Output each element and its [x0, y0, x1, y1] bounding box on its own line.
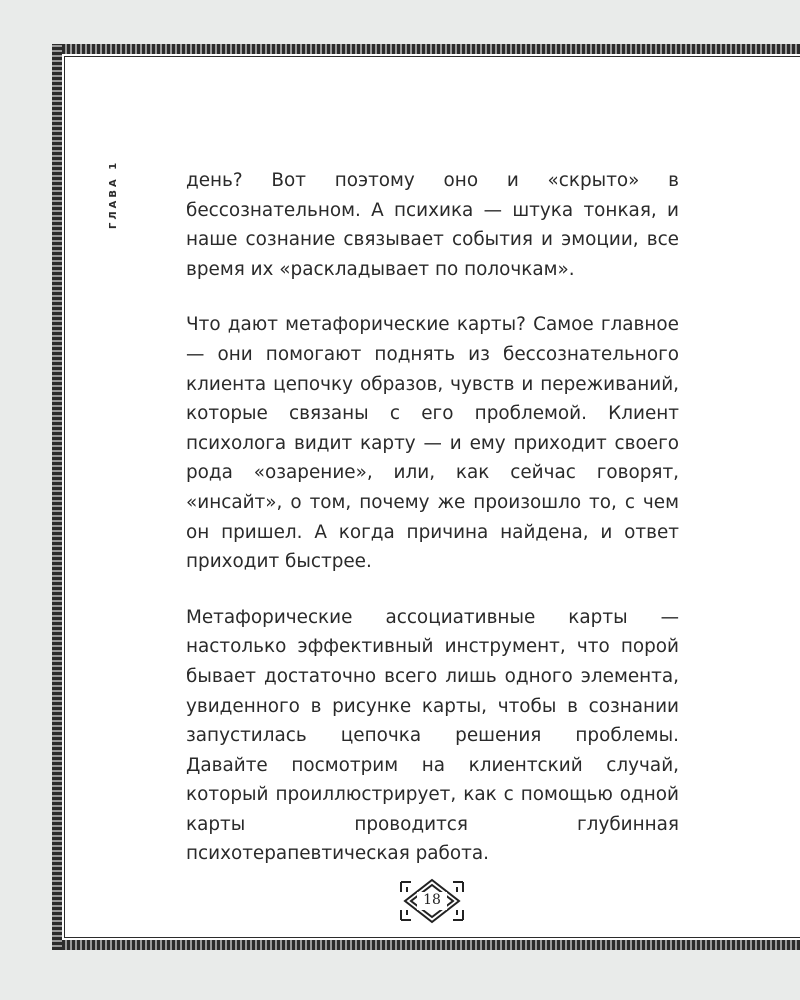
paragraph: день? Вот поэтому оно и «скрыто» в бессознательном. А психика — штука тонкая, и наше сознание связывает события и эмоции, все время их «раскладывает по полочкам». — [186, 170, 679, 280]
page-number: 18 — [423, 892, 441, 908]
page-number-ornament — [397, 876, 467, 926]
inner-frame-line — [64, 56, 65, 938]
page-border-top — [52, 44, 800, 54]
chapter-label: ГЛАВА 1 — [108, 160, 119, 230]
page-border-bottom — [52, 940, 800, 950]
inner-frame-line — [64, 56, 800, 57]
body-text — [186, 166, 679, 895]
inner-frame-line — [64, 937, 800, 938]
paragraph: Что дают метафорические карты? Самое главное — они помогают поднять из бессознательного клиента цепочку образов, чувств и переживаний, которые связаны с его проблемой. Клиент психолога видит карту — и ему приходит своего рода «озарение», или, как сейчас говорят, «инсайт», о том, почему же произошло то, с чем он пришел. А когда причина найдена, и ответ приходит быстрее. — [186, 314, 679, 573]
paragraph: Метафорические ассоциативные карты — настолько эффективный инструмент, что порой бывает достаточно всего лишь одного элемента, увиденного в рисунке карты, чтобы в сознании запустилась цепочка решения проблемы. Давайте посмотрим на клиентский случай, который проиллюстрирует, как с помощью одной карты проводится глубинная психотерапевтическая работа. — [186, 606, 679, 865]
page-border-left — [52, 44, 62, 950]
